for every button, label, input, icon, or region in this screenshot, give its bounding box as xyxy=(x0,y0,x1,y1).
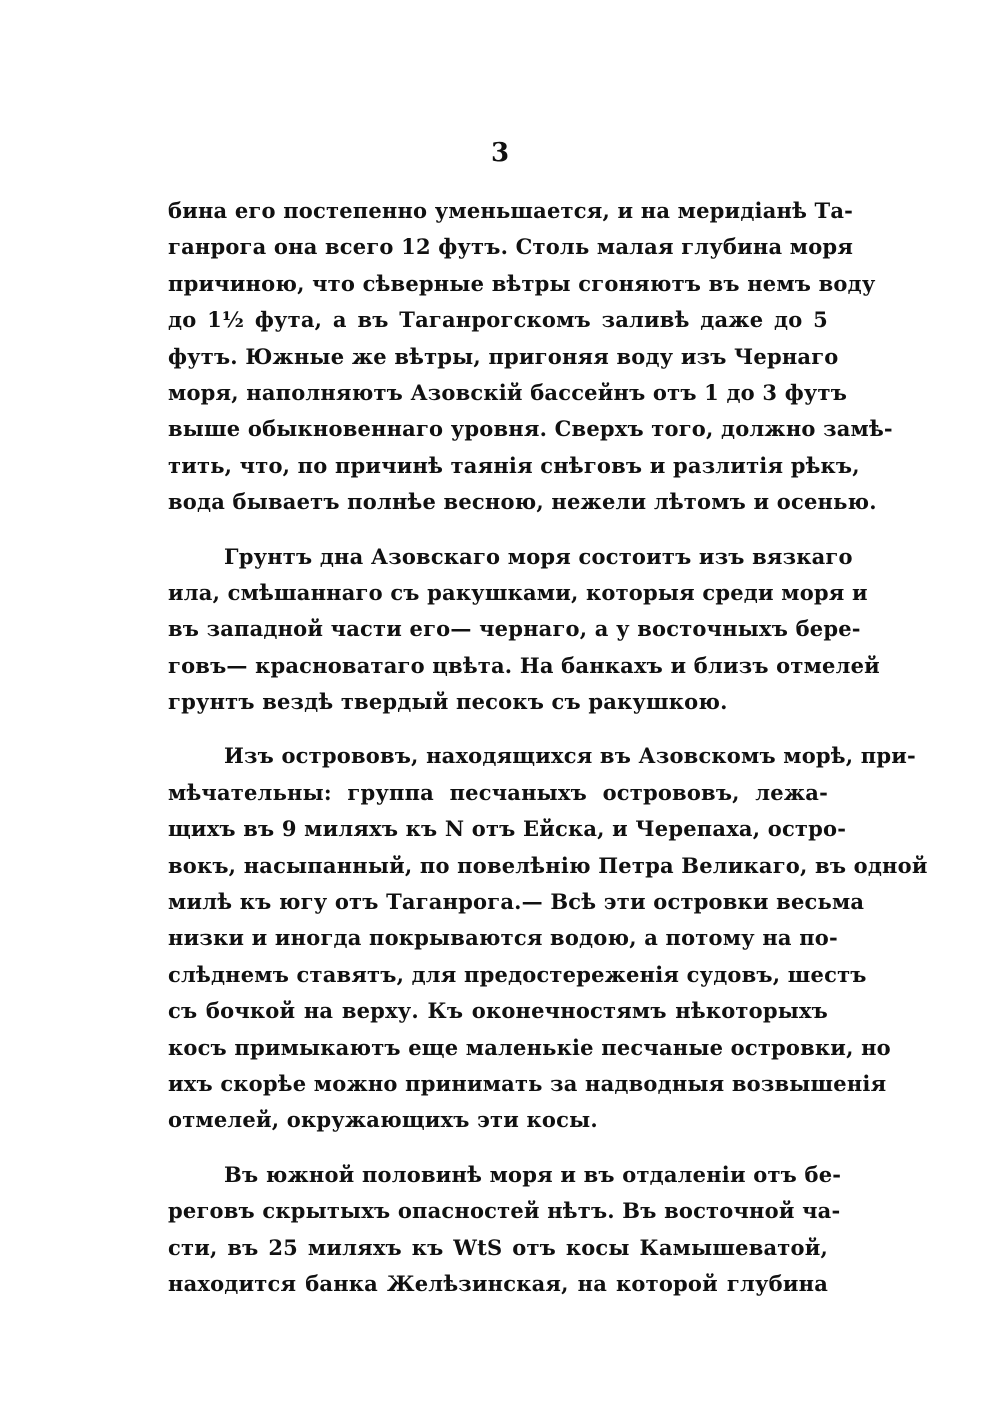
text-line: причиною, что сѣверные вѣтры сгоняютъ въ немъ воду xyxy=(168,270,876,296)
text-line: Изъ острововъ, находящихся въ Азовскомъ морѣ, при- xyxy=(224,743,916,769)
text-line: щихъ въ 9 миляхъ къ N отъ Ейска, и Черепаха, остро- xyxy=(168,816,847,842)
text-line: низки и иногда покрываются водою, а потому на по- xyxy=(168,925,838,951)
text-line: тить, что, по причинѣ таянiя снѣговъ и разлитiя рѣкъ, xyxy=(168,452,860,478)
text-line: отмелей, окружающихъ эти косы. xyxy=(168,1107,598,1133)
text-line: находится банка Желѣзинская, на которой глубина xyxy=(168,1270,828,1296)
body-text xyxy=(168,193,928,1302)
text-line: сти, въ 25 миляхъ къ WtS отъ косы Камышеватой, xyxy=(168,1234,828,1260)
text-line: Грунтъ дна Азовскаго моря состоитъ изъ вязкаго xyxy=(224,543,853,569)
text-line: реговъ скрытыхъ опасностей нѣтъ. Въ восточной ча- xyxy=(168,1198,841,1224)
text-line: моря, наполняютъ Азовскiй бассейнъ отъ 1 до 3 футъ xyxy=(168,379,848,405)
text-line: грунтъ вездѣ твердый песокъ съ ракушкою. xyxy=(168,689,728,715)
text-line: футъ. Южные же вѣтры, пригоняя воду изъ Чернаго xyxy=(168,343,839,369)
text-line: косъ примыкаютъ еще маленькiе песчаные островки, но xyxy=(168,1034,891,1060)
paragraph-1 xyxy=(168,193,893,521)
text-line: ила, смѣшаннаго съ ракушками, которыя среди моря и xyxy=(168,579,868,605)
text-line: слѣднемъ ставятъ, для предостереженiя судовъ, шестъ xyxy=(168,961,867,987)
paragraph-4 xyxy=(168,1157,842,1303)
text-line: ихъ скорѣе можно принимать за надводныя возвышенiя xyxy=(168,1070,887,1096)
paragraph-3 xyxy=(168,738,928,1138)
text-line: милѣ къ югу отъ Таганрога.— Всѣ эти островки весьма xyxy=(168,889,865,915)
text-line: ганрога она всего 12 футъ. Столь малая глубина моря xyxy=(168,234,854,260)
text-line: вокъ, насыпанный, по повелѣнiю Петра Великаго, въ одной xyxy=(168,852,928,878)
text-line: вода бываетъ полнѣе весною, нежели лѣтомъ и осенью. xyxy=(168,489,877,515)
text-line: говъ— красноватаго цвѣта. На банкахъ и близъ отмелей xyxy=(168,652,880,678)
text-line: бина его постепенно уменьшается, и на меридiанѣ Та- xyxy=(168,198,854,223)
text-line: съ бочкой на верху. Къ оконечностямъ нѣкоторыхъ xyxy=(168,998,828,1024)
text-line: мѣчательны: группа песчаныхъ острововъ, лежа- xyxy=(168,779,828,805)
page-number: 3 xyxy=(490,138,510,168)
paragraph-2 xyxy=(168,539,880,721)
text-line: Въ южной половинѣ моря и въ отдаленiи отъ бе- xyxy=(224,1161,842,1187)
text-line: до 1½ фута, а въ Таганрогскомъ заливѣ даже до 5 xyxy=(168,307,828,333)
text-line: выше обыкновеннаго уровня. Сверхъ того, должно замѣ- xyxy=(168,416,893,442)
text-line: въ западной части его— чернаго, а у восточныхъ бере- xyxy=(168,616,861,642)
